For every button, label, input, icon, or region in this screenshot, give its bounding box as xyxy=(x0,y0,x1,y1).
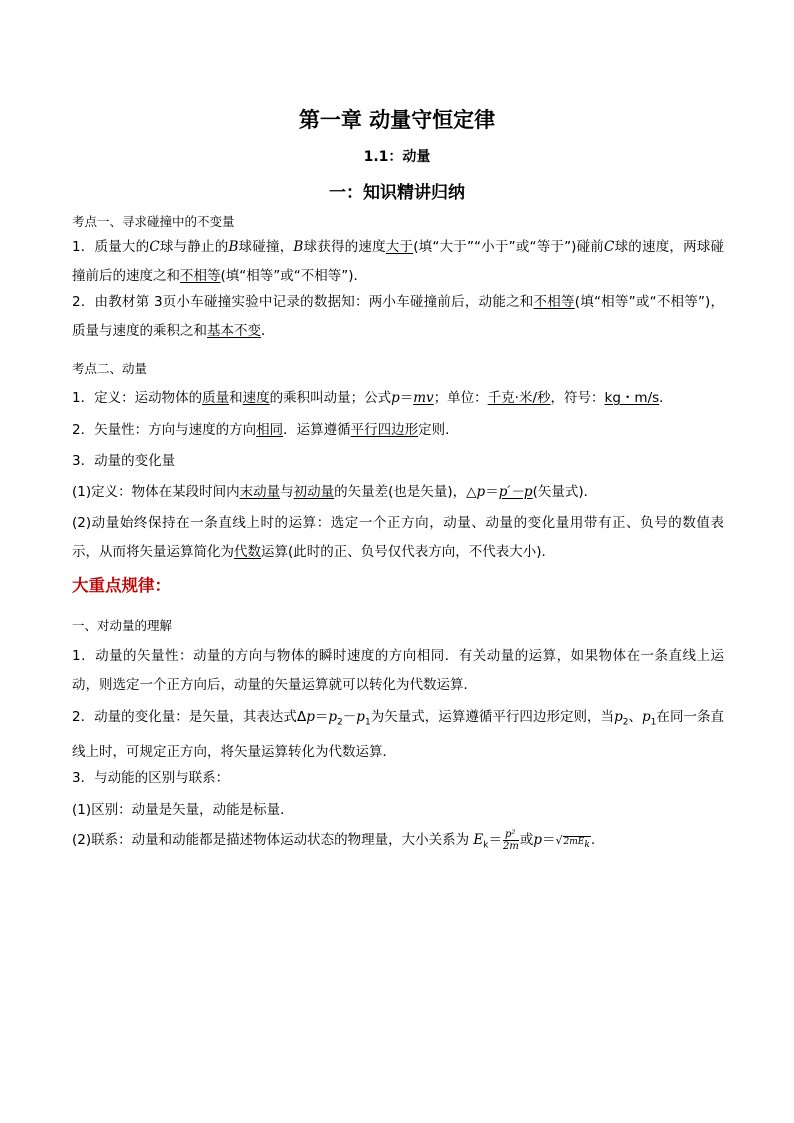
kaodian1-heading: 考点一、寻求碰撞中的不变量 xyxy=(72,214,235,229)
square-root: $√2mE_k$ xyxy=(555,834,590,850)
kinetic-energy-fraction: $\frac{\text{p²}}{2m}$ xyxy=(503,828,519,852)
kaodian2-change-definition: (1)定义：物体在某段时间内末动量与初动量的矢量差(也是矢量)，△p＝p′－p(矢量式)． xyxy=(72,484,598,500)
major-rules-heading: 大重点规律： xyxy=(72,576,171,595)
understanding-paragraph1: 1．动量的矢量性：动量的方向与物体的瞬时速度的方向相同．有关动量的运算，如果物体在一条直线上运动，则选定一个正方向后，动量的矢量运算就可以转化为代数运算． xyxy=(72,648,724,693)
kaodian2-definition: 1．定义：运动物体的质量和速度的乘积叫动量；公式p＝mv；单位：千克·米/秒，符号：kg・m/s． xyxy=(72,390,673,406)
understanding-difference: (1)区别：动量是矢量，动能是标量． xyxy=(72,802,294,818)
section-subtitle: 1.1：动量 xyxy=(363,149,431,165)
kaodian2-vector: 2．矢量性：方向与速度的方向相同．运算遵循平行四边形定则． xyxy=(72,422,459,438)
kaodian2-change-heading: 3．动量的变化量 xyxy=(72,453,176,469)
understanding-heading: 一、对动量的理解 xyxy=(72,618,173,633)
kaodian1-paragraph1: 1．质量大的C球与静止的B球碰撞，B球获得的速度大于(填“大于”“小于”或“等于”)碰前C球的速度，两球碰撞前后的速度之和不相等(填“相等”或“不相等”)． xyxy=(72,239,725,284)
understanding-paragraph2: 2．动量的变化量：是矢量，其表达式$\Delta p=p_2-p_1$为矢量式，运算遵循平行四边形定则，当$p_2$、$p_1$在同一条直线上时，可规定正方向，将矢量运算转化为代数运算． xyxy=(72,709,725,760)
section-heading: 一：知识精讲归纳 xyxy=(329,183,465,203)
understanding-relation: (2)联系：动量和动能都是描述物体运动状态的物理量，大小关系为 $E_k=$ $\frac{\text{p²}}{2m}$ 或$p=√2mE_k$. xyxy=(72,828,596,852)
kaodian2-change-operation: (2)动量始终保持在一条直线上时的运算：选定一个正方向，动量、动量的变化量用带有正、负号的数值表示，从而将矢量运算简化为代数运算(此时的正、负号仅代表方向，不代表大小)． xyxy=(72,515,724,560)
chapter-title: 第一章 动量守恒定律 xyxy=(298,108,496,132)
kaodian1-paragraph2: 2．由教材第 3页小车碰撞实验中记录的数据知：两小车碰撞前后，动能之和不相等(填“相等”或“不相等”)，质量与速度的乘积之和基本不变． xyxy=(72,294,725,339)
kaodian2-heading: 考点二、动量 xyxy=(72,361,148,376)
understanding-paragraph3: 3．与动能的区别与联系： xyxy=(72,770,230,786)
